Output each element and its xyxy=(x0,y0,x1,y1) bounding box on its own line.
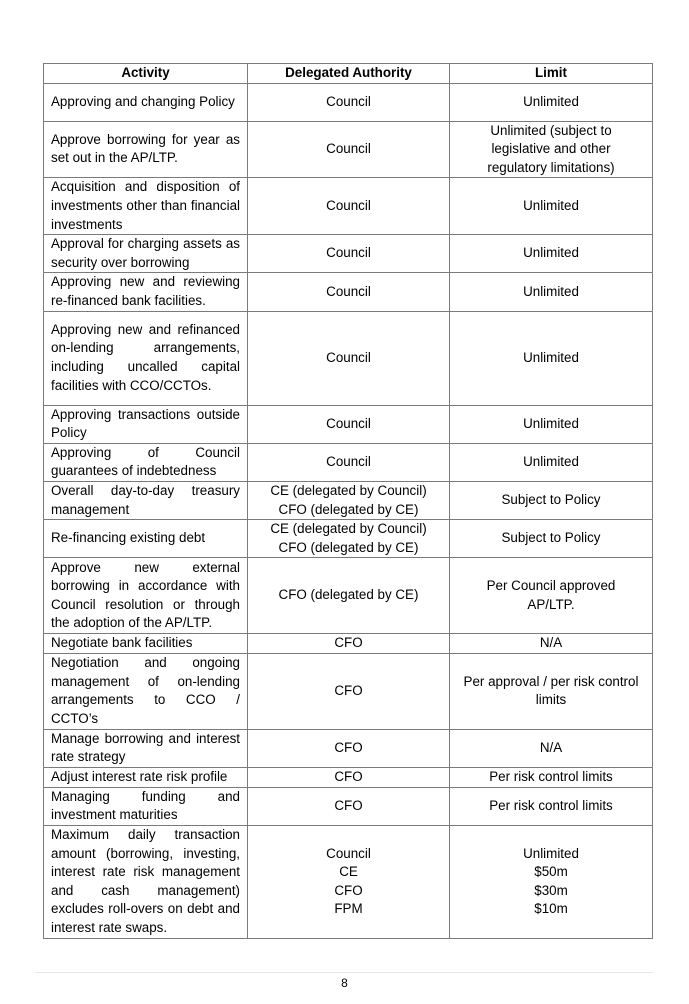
activity-cell: Re-financing existing debt xyxy=(44,520,248,558)
header-delegated-authority: Delegated Authority xyxy=(248,64,450,84)
activity-cell: Approving of Council guarantees of indebtedness xyxy=(44,443,248,481)
table-row xyxy=(44,787,653,825)
table-row xyxy=(44,83,653,121)
table-row xyxy=(44,121,653,178)
activity-cell: Overall day-to-day treasury management xyxy=(44,481,248,519)
activity-cell: Negotiate bank facilities xyxy=(44,634,248,654)
authority-cell: CE (delegated by Council) CFO (delegated by CE) xyxy=(248,520,450,558)
limit-cell: Unlimited xyxy=(450,83,653,121)
activity-cell: Approving and changing Policy xyxy=(44,83,248,121)
activity-cell: Approving new and refinanced on-lending arrangements, including uncalled capital facilities with CCO/CCTOs. xyxy=(44,311,248,405)
activity-cell: Approval for charging assets as security over borrowing xyxy=(44,235,248,273)
table-header-row xyxy=(44,64,653,84)
authority-cell: CFO xyxy=(248,787,450,825)
authority-cell: Council xyxy=(248,235,450,273)
authority-cell: Council xyxy=(248,443,450,481)
authority-cell: CFO xyxy=(248,729,450,767)
limit-cell: Subject to Policy xyxy=(450,520,653,558)
authority-cell: Council xyxy=(248,121,450,178)
authority-cell: Council xyxy=(248,178,450,235)
authority-cell: Council xyxy=(248,83,450,121)
limit-cell: Unlimited xyxy=(450,405,653,443)
limit-cell: Unlimited (subject to legislative and other regulatory limitations) xyxy=(450,121,653,178)
limit-cell: Per approval / per risk control limits xyxy=(450,653,653,729)
authority-cell: CFO xyxy=(248,768,450,788)
table-row xyxy=(44,653,653,729)
limit-cell: Unlimited xyxy=(450,178,653,235)
activity-cell: Acquisition and disposition of investments other than financial investments xyxy=(44,178,248,235)
footer-divider xyxy=(36,972,653,973)
activity-cell: Negotiation and ongoing management of on-lending arrangements to CCO / CCTO’s xyxy=(44,653,248,729)
activity-cell: Approving new and reviewing re-financed bank facilities. xyxy=(44,273,248,311)
table-row xyxy=(44,768,653,788)
activity-cell: Manage borrowing and interest rate strategy xyxy=(44,729,248,767)
activity-cell: Approve new external borrowing in accordance with Council resolution or through the adoption of the AP/LTP. xyxy=(44,558,248,634)
table-row xyxy=(44,443,653,481)
limit-cell: Per risk control limits xyxy=(450,787,653,825)
page-number: 8 xyxy=(341,976,348,990)
table-row xyxy=(44,825,653,938)
authority-cell: CFO xyxy=(248,653,450,729)
table-row xyxy=(44,729,653,767)
limit-cell: Subject to Policy xyxy=(450,481,653,519)
limit-cell: Unlimited xyxy=(450,311,653,405)
limit-cell: Per risk control limits xyxy=(450,768,653,788)
table-row xyxy=(44,481,653,519)
limit-cell: N/A xyxy=(450,634,653,654)
limit-cell: Per Council approved AP/LTP. xyxy=(450,558,653,634)
header-activity: Activity xyxy=(44,64,248,84)
activity-cell: Managing funding and investment maturities xyxy=(44,787,248,825)
limit-cell: Unlimited $50m $30m $10m xyxy=(450,825,653,938)
authority-cell: Council xyxy=(248,311,450,405)
authority-cell: CE (delegated by Council) CFO (delegated by CE) xyxy=(248,481,450,519)
activity-cell: Maximum daily transaction amount (borrowing, investing, interest rate risk management and cash management) excludes roll-overs on debt and interest rate swaps. xyxy=(44,825,248,938)
limit-cell: N/A xyxy=(450,729,653,767)
table-row xyxy=(44,405,653,443)
activity-cell: Approve borrowing for year as set out in the AP/LTP. xyxy=(44,121,248,178)
authority-cell: Council CE CFO FPM xyxy=(248,825,450,938)
table-row xyxy=(44,178,653,235)
authority-cell: CFO (delegated by CE) xyxy=(248,558,450,634)
table-row xyxy=(44,311,653,405)
delegations-table xyxy=(43,63,653,939)
authority-cell: Council xyxy=(248,273,450,311)
table-row xyxy=(44,634,653,654)
activity-cell: Approving transactions outside Policy xyxy=(44,405,248,443)
table-row xyxy=(44,520,653,558)
header-limit: Limit xyxy=(450,64,653,84)
activity-cell: Adjust interest rate risk profile xyxy=(44,768,248,788)
table-row xyxy=(44,235,653,273)
table-row xyxy=(44,558,653,634)
authority-cell: CFO xyxy=(248,634,450,654)
limit-cell: Unlimited xyxy=(450,273,653,311)
limit-cell: Unlimited xyxy=(450,443,653,481)
limit-cell: Unlimited xyxy=(450,235,653,273)
authority-cell: Council xyxy=(248,405,450,443)
table-row xyxy=(44,273,653,311)
